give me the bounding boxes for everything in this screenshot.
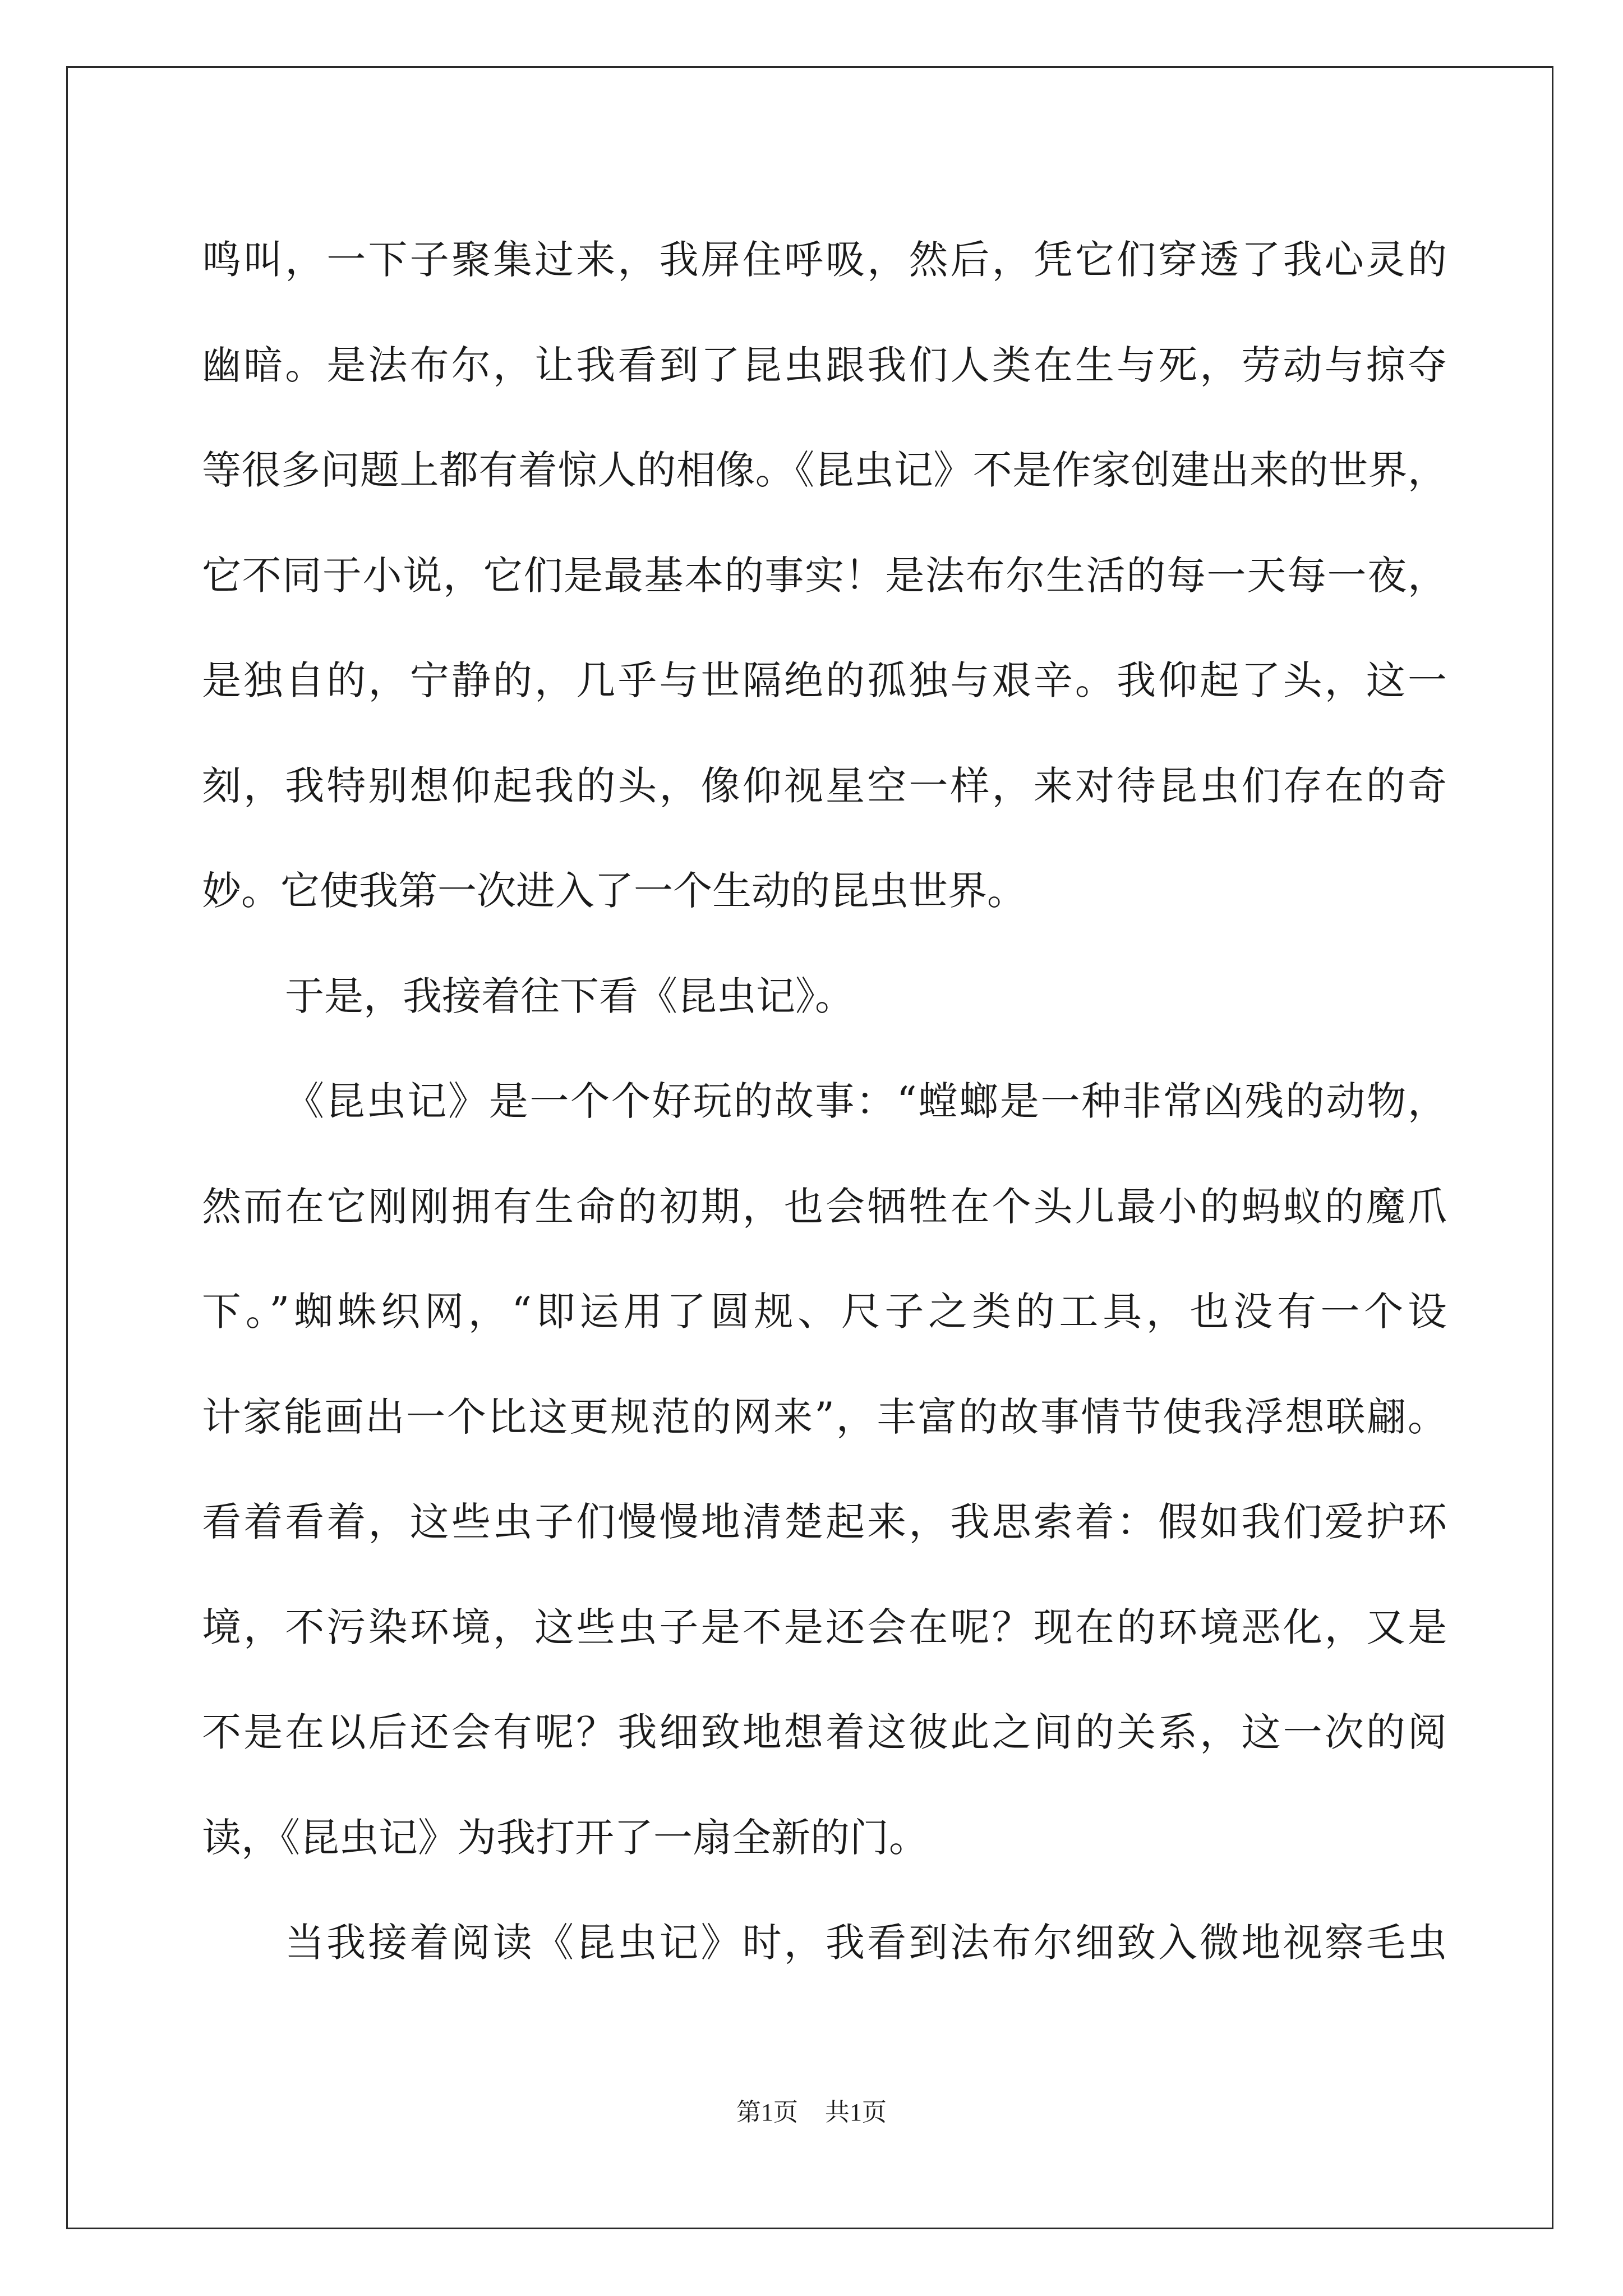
text-line: 鸣叫，一下子聚集过来，我屏住呼吸，然后，凭它们穿透了我心灵的: [202, 237, 1447, 283]
text-line: 读，《昆虫记》为我打开了一扇全新的门。: [202, 1814, 928, 1861]
text-line: 等很多问题上都有着惊人的相像。《昆虫记》不是作家创建出来的世界，: [202, 447, 1447, 493]
text-line: 当我接着阅读《昆虫记》时，我看到法布尔细致入微地视察毛虫: [285, 1920, 1447, 1966]
text-line: 下。”蜘蛛织网，“即运用了圆规、尺子之类的工具，也没有一个设: [202, 1289, 1447, 1335]
text-line: 不是在以后还会有呢？我细致地想着这彼此之间的关系，这一次的阅: [202, 1709, 1447, 1755]
text-line: 然而在它刚刚拥有生命的初期，也会牺牲在个头儿最小的蚂蚁的魔爪: [202, 1183, 1447, 1230]
text-line: 《昆虫记》是一个个好玩的故事：“螳螂是一种非常凶残的动物，: [285, 1078, 1447, 1124]
text-line: 幽暗。是法布尔，让我看到了昆虫跟我们人类在生与死，劳动与掠夺: [202, 342, 1447, 388]
text-line: 妙。它使我第一次进入了一个生动的昆虫世界。: [202, 868, 1026, 914]
document-body: [202, 208, 1447, 1996]
page-number: 第1页: [736, 2099, 798, 2126]
page-footer: [0, 2096, 1623, 2129]
text-line: 刻，我特别想仰起我的头，像仰视星空一样，来对待昆虫们存在的奇: [202, 762, 1447, 809]
text-line: 计家能画出一个比这更规范的网来”，丰富的故事情节使我浮想联翩。: [202, 1393, 1447, 1440]
text-line: 是独自的，宁静的，几乎与世隔绝的孤独与艰辛。我仰起了头，这一: [202, 657, 1447, 703]
text-line: 看着看着，这些虫子们慢慢地清楚起来，我思索着：假如我们爱护环: [202, 1499, 1447, 1545]
text-line: 境，不污染环境，这些虫子是不是还会在呢？现在的环境恶化，又是: [202, 1604, 1447, 1650]
page-total: 共1页: [825, 2099, 887, 2126]
text-line: 于是，我接着往下看《昆虫记》。: [285, 973, 854, 1019]
text-line: 它不同于小说，它们是最基本的事实！是法布尔生活的每一天每一夜，: [202, 552, 1447, 599]
